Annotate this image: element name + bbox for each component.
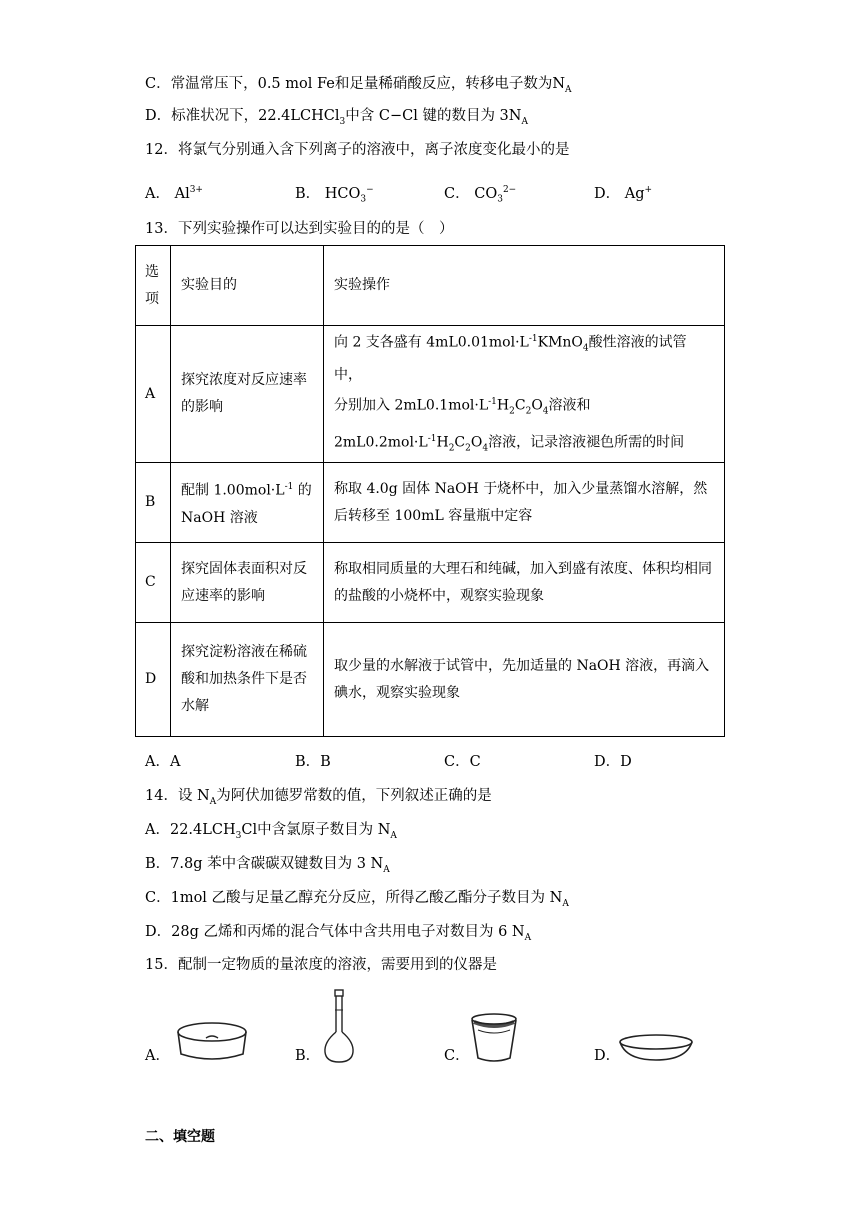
row-option: D xyxy=(136,623,171,737)
q14-stem: 14．设 $N_A$为阿伏加德罗常数的值，下列叙述正确的是 xyxy=(145,788,492,807)
row-operation: 向 2 支各盛有 $4mL0.01mol\cdot L^{-1}KMnO_4$酸性溶液的试管中， 分别加入 $2mL0.1mol\cdot L^{-1}H_2C_2O_4$溶液和 $2mL0.2mol\cdot L^{-1}H_2C_2O_4$溶液，记录溶液褪色所需的时间 xyxy=(324,326,725,463)
q11-option-d: D．标准状况下，22.4LCHCl$_3$中含 C−Cl 键的数目为 $3N_A$ xyxy=(145,108,528,127)
row-purpose: 探究浓度对反应速率的影响 xyxy=(171,326,324,463)
q11-option-c: C．常温常压下，0.5 mol Fe和足量稀硝酸反应，转移电子数为$N_A$ xyxy=(145,76,572,95)
row-option: C xyxy=(136,543,171,623)
q12-option-a: A． $Al^{3+}$ xyxy=(145,185,203,202)
q12-option-c: C． $CO_3^{2-}$ xyxy=(444,185,517,205)
row-purpose: 配制 $1.00mol\cdot L^{-1}$ 的 NaOH 溶液 xyxy=(171,463,324,543)
section-title: 二、填空题 xyxy=(145,1129,215,1145)
experiment-table xyxy=(135,245,725,737)
table-row xyxy=(136,463,725,543)
q13-answer-c: C．C xyxy=(444,754,481,770)
q12-option-d: D． Ag+ xyxy=(594,185,653,202)
q15-label-a: A． xyxy=(145,1048,170,1064)
q15-label-c: C． xyxy=(444,1048,470,1064)
q14-option-b: B．7.8g 苯中含碳碳双键数目为 3 $N_A$ xyxy=(145,856,390,875)
row-operation: 称取 4.0g 固体 NaOH 于烧杯中，加入少量蒸馏水溶解，然后转移至 100mL 容量瓶中定容 xyxy=(324,463,725,543)
q13-answer-a: A．A xyxy=(145,754,181,770)
crucible-icon xyxy=(466,1010,522,1066)
table-row xyxy=(136,326,725,463)
table-header-row xyxy=(136,246,725,326)
header-purpose: 实验目的 xyxy=(171,246,324,326)
row-purpose: 探究固体表面积对反应速率的影响 xyxy=(171,543,324,623)
row-purpose: 探究淀粉溶液在稀硫酸和加热条件下是否水解 xyxy=(171,623,324,737)
row-operation: 称取相同质量的大理石和纯碱，加入到盛有浓度、体积均相同的盐酸的小烧杯中，观察实验现象 xyxy=(324,543,725,623)
crucible-tray-icon xyxy=(172,1018,252,1066)
q12-stem: 12．将氯气分别通入含下列离子的溶液中，离子浓度变化最小的是 xyxy=(145,142,570,158)
q12-option-b: B． $HCO_3^-$ xyxy=(295,185,374,205)
evaporating-dish-icon xyxy=(616,1030,696,1064)
q15-label-d: D． xyxy=(594,1048,621,1064)
q14-option-c: C．1mol 乙酸与足量乙醇充分反应，所得乙酸乙酯分子数目为 $N_A$ xyxy=(145,890,569,909)
row-option: B xyxy=(136,463,171,543)
header-operation: 实验操作 xyxy=(324,246,725,326)
q14-option-a: A．$22.4LCH_3Cl$中含氯原子数目为 $N_A$ xyxy=(145,822,397,841)
q13-answer-b: B．B xyxy=(295,754,331,770)
volumetric-flask-icon xyxy=(320,988,360,1066)
q15-label-b: B． xyxy=(295,1048,321,1064)
table-row xyxy=(136,623,725,737)
header-option: 选项 xyxy=(136,246,171,326)
q15-stem: 15．配制一定物质的量浓度的溶液，需要用到的仪器是 xyxy=(145,957,497,973)
q13-answer-d: D．D xyxy=(594,754,632,770)
q13-stem: 13．下列实验操作可以达到实验目的的是（ ） xyxy=(145,221,454,237)
row-operation: 取少量的水解液于试管中，先加适量的 NaOH 溶液，再滴入碘水，观察实验现象 xyxy=(324,623,725,737)
q14-option-d: D．28g 乙烯和丙烯的混合气体中含共用电子对数目为 6 $N_A$ xyxy=(145,924,532,943)
table-row xyxy=(136,543,725,623)
row-option: A xyxy=(136,326,171,463)
